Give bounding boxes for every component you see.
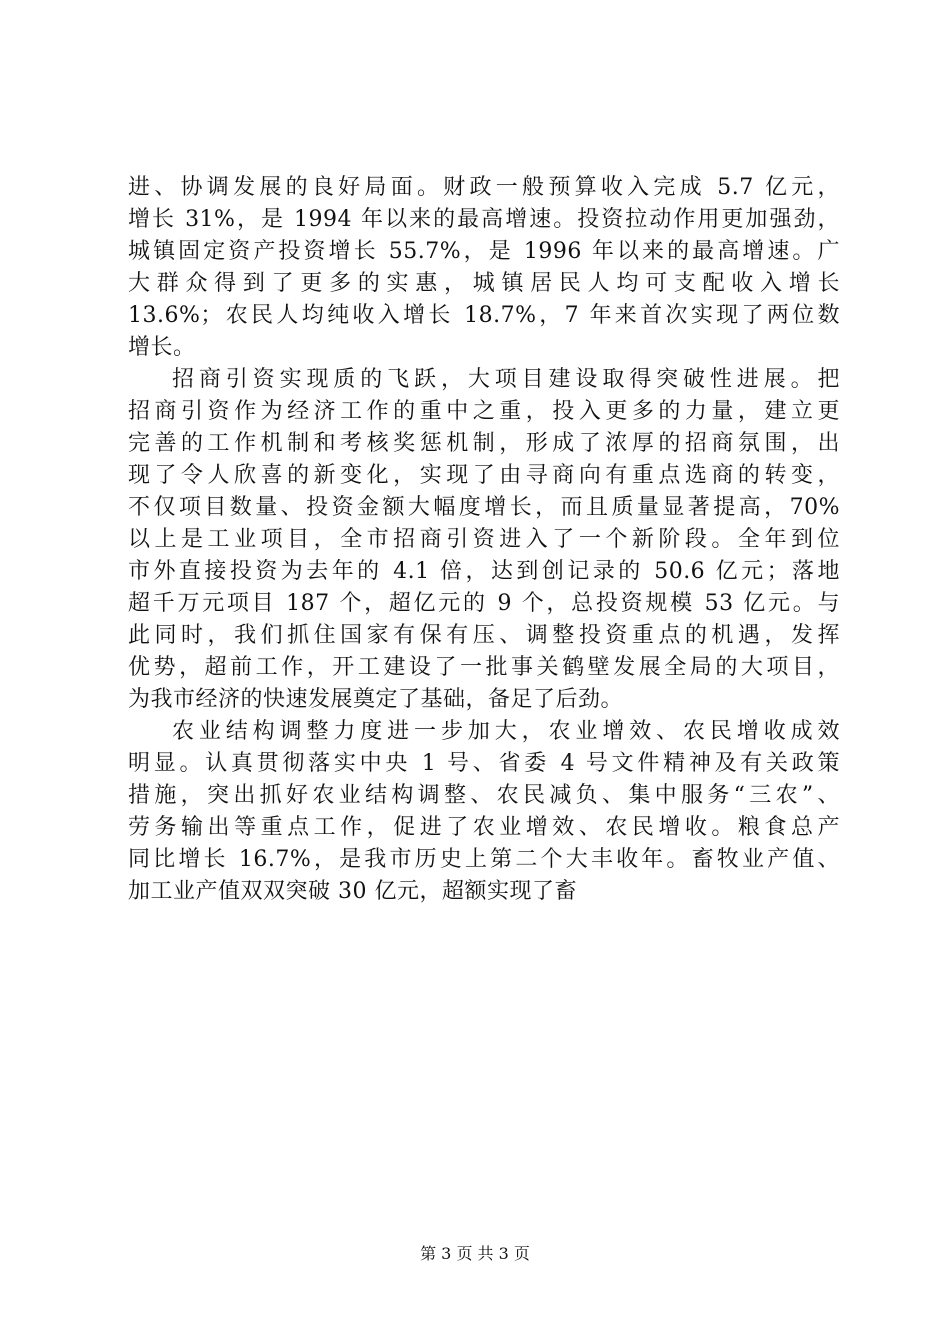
text-line: 13.6%；农民人均纯收入增长 18.7%，7 年来首次实现了两位数: [128, 303, 840, 328]
text-line: 优势，超前工作，开工建设了一批事关鹤壁发展全局的大项目，: [128, 655, 840, 680]
text-line: 同比增长 16.7%，是我市历史上第二个大丰收年。畜牧业产值、: [128, 847, 840, 872]
paragraph-start-line: 农业结构调整力度进一步加大，农业增效、农民增收成效: [172, 719, 840, 744]
text-line: 措施，突出抓好农业结构调整、农民减负、集中服务“三农”、: [128, 783, 840, 808]
text-line: 劳务输出等重点工作，促进了农业增效、农民增收。粮食总产: [128, 815, 840, 840]
text-line: 加工业产值双双突破 30 亿元，超额实现了畜: [128, 879, 577, 904]
paragraph-start-line: 招商引资实现质的飞跃，大项目建设取得突破性进展。把: [172, 367, 840, 392]
text-line: 超千万元项目 187 个，超亿元的 9 个，总投资规模 53 亿元。与: [128, 591, 840, 616]
text-line: 大群众得到了更多的实惠，城镇居民人均可支配收入增长: [128, 271, 840, 296]
page-number-label: 第 3 页 共 3 页: [420, 1244, 530, 1263]
text-line: 增长 31%，是 1994 年以来的最高增速。投资拉动作用更加强劲，: [128, 207, 840, 232]
text-line: 完善的工作机制和考核奖惩机制，形成了浓厚的招商氛围，出: [128, 431, 840, 456]
text-line: 现了令人欣喜的新变化，实现了由寻商向有重点选商的转变，: [128, 463, 840, 488]
text-line: 进、协调发展的良好局面。财政一般预算收入完成 5.7 亿元，: [128, 175, 840, 200]
text-line: 城镇固定资产投资增长 55.7%，是 1996 年以来的最高增速。广: [128, 239, 840, 264]
text-line: 不仅项目数量、投资金额大幅度增长，而且质量显著提高，70%: [128, 495, 840, 520]
text-line: 市外直接投资为去年的 4.1 倍，达到创记录的 50.6 亿元；落地: [128, 559, 840, 584]
page-footer: [0, 1244, 950, 1264]
text-line: 招商引资作为经济工作的重中之重，投入更多的力量，建立更: [128, 399, 840, 424]
text-line: 增长。: [128, 335, 196, 360]
text-line: 以上是工业项目，全市招商引资进入了一个新阶段。全年到位: [128, 527, 840, 552]
text-line: 为我市经济的快速发展奠定了基础，备足了后劲。: [128, 687, 624, 712]
text-line: 明显。认真贯彻落实中央 1 号、省委 4 号文件精神及有关政策: [128, 751, 840, 776]
document-body: [128, 172, 840, 908]
text-line: 此同时，我们抓住国家有保有压、调整投资重点的机遇，发挥: [128, 623, 840, 648]
